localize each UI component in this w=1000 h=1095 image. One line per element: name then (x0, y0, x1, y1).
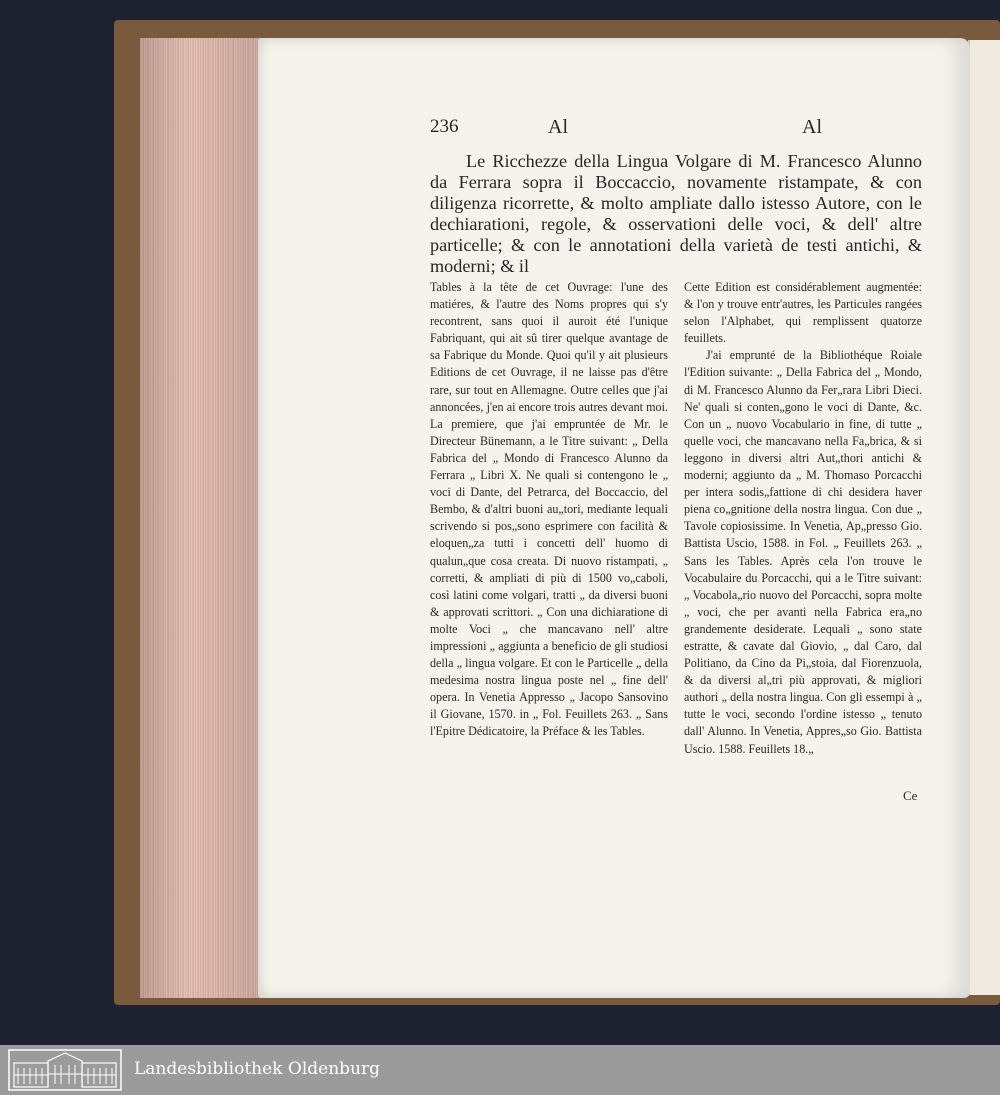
paragraph: Tables à la tête de cet Ouvrage: l'une des matiéres, & l'autre des Noms propres qui s'y recontrent, sans quoi il auroit été l'unique Fabriquant, qui ait sû tirer quelque avantage de sa Fabrique du Monde. Quoi qu'il y ait plusieurs Editions de cet Ouvrage, il ne laisse pas d'être rare, sur tout en Allemagne. Outre celles que j'ai annoncées, j'en ai encore trois autres devant moi. La premiere, que j'ai empruntée de Mr. le Directeur Bünemann, a le Titre suivant: „ Della Fabrica del „ Mondo di Francesco Alunno da Ferrara „ Libri X. Ne quali si contengono le „ voci di Dante, del Petrarca, del Boccaccio, del Bembo, & d'altri buoni au„tori, mediante lequali scrivendo si pos„sono esprimere con facilità & eloquen„za tutti i concetti dell' huomo di qualun„que cosa creata. Di nuovo ristampati, „ corretti, & ampliati di più di 1500 vo„caboli, così latini come volgari, tratti „ da diversi buoni & approvati scrittori. „ Con una dichiaratione di molte Voci „ che mancavano nell' altre impressioni „ aggiunta a beneficio de gli studiosi della „ lingua volgare. Et con le Particelle „ della medesima nostra lingua poste nel „ fine dell' opera. In Venetia Appresso „ Jacopo Sansovino il Giovane, 1570. in „ Fol. Feuillets 263. „ Sans l'Epitre Dédicatoire, la Préface & les Tables. (430, 280, 668, 739)
entry-title-text: Le Ricchezze della Lingua Volgare di M. Francesco Alunno da Ferrara sopra il Boccaccio, novamente ristampate, & con diligenza ricorrette, & molto ampliate dallo istesso Autore, con le dechiarationi, regole, & osservationi delle voci, & dell' altre particelle; & con le annotationi della varietà de testi antichi, & moderni; & il (430, 151, 922, 276)
paragraph-indented (684, 347, 922, 757)
library-name: Landesbibliothek Oldenburg (134, 1059, 381, 1079)
page-header (430, 116, 920, 140)
paragraph: Cette Edition est considérablement augmentée: & l'on y trouve entr'autres, les Particules rangées selon l'Alphabet, qui remplissent quatorze feuillets. (684, 280, 922, 346)
library-building-icon (8, 1049, 122, 1091)
catchword: Ce (903, 788, 918, 803)
paragraph-text: J'ai emprunté de la Bibliothéque Roiale l'Edition suivante: „ Della Fabrica del „ Mondo, di M. Francesco Alunno da Fer„rara Libri Dieci. Ne' quali si conten„gono le voci di Dante, &c. Con un „ nuovo Vocabulario in fine, di tutte „ quelle voci, che mancavano nella Fa„brica, & si leggono in diversi altri Aut„thori antichi & moderni; aggiunto da „ M. Thomaso Porcacchi per intera sodis„fattione di chi desidera haver piena co„gnitione della nostra lingua. Con due „ Tavole copiosissime. In Venetia, Ap„presso Gio. Battista Uscio, 1588. in Fol. „ Feuillets 263. „ Sans les Tables. Après cela l'on trouve le Vocabulaire du Porcacchi, qui a le Titre suivant: „ Vocabola„rio nuovo del Porcacchi, sopra molte „ voci, che per avanti nella Fabrica era„no grandemente desiderate. Lequali „ sono state estratte, & cavate dal Giovio, „ dal Caro, dal Politiano, da Cino da Pi„stoia, dal Fiorenzuola, & da diversi al„tri più approvati, & migliori authori „ della nostra lingua. Con gli essempi à „ tutte le voci, secondo l'ordine istesso „ tenuto dall' Alunno. In Venetia, Appres„so Gio. Battista Uscio. 1588. Feuillets 18.„ (684, 348, 922, 756)
entry-title-paragraph (430, 151, 922, 277)
footer-bar (0, 1045, 1000, 1095)
headword-right: Al (802, 116, 822, 138)
text-column-right (684, 279, 922, 758)
text-column-left (430, 279, 668, 741)
headword-left: Al (548, 116, 568, 138)
page-number: 236 (430, 116, 459, 137)
next-page-edge (968, 40, 1000, 995)
page-edges (140, 38, 262, 998)
